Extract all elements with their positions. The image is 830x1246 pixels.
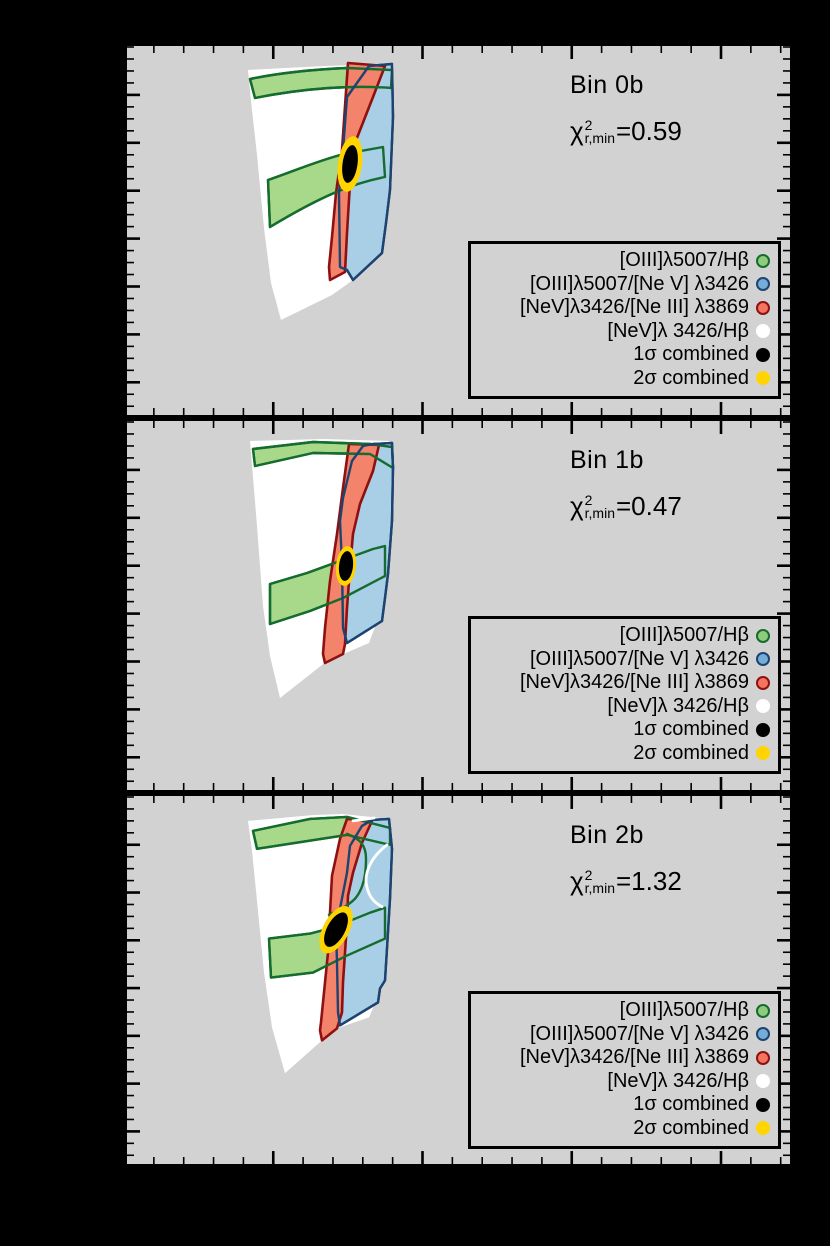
black-circle-marker-icon: [756, 348, 770, 362]
white-circle-marker-icon: [756, 324, 770, 338]
red-circle-marker-icon: [756, 676, 770, 690]
legend-label: [OIII]λ5007/[Ne V] λ3426: [529, 647, 749, 670]
legend-item-oiii-hb: [475, 249, 770, 273]
legend-label: 2σ combined: [633, 1116, 749, 1139]
chi-subscript: r,min: [584, 504, 615, 521]
legend-item-nev-neiii: [475, 1046, 770, 1070]
red-circle-marker-icon: [756, 301, 770, 315]
yellow-circle-marker-icon: [756, 371, 770, 385]
legend-label: [OIII]λ5007/[Ne V] λ3426: [529, 272, 749, 295]
white-circle-marker-icon: [756, 699, 770, 713]
legend-item-oiii-nev: [475, 1023, 770, 1047]
legend-item-2sigma: [475, 367, 770, 391]
legend-item-oiii-hb: [475, 999, 770, 1023]
panel-bin-1b: [124, 418, 793, 793]
legend-box: [468, 616, 781, 774]
legend-label: 1σ combined: [633, 1093, 749, 1115]
legend-label: [NeV]λ3426/[Ne III] λ3869: [519, 671, 749, 693]
green-circle-marker-icon: [756, 1004, 770, 1018]
red-circle-marker-icon: [756, 1051, 770, 1065]
legend-item-nev-neiii: [475, 296, 770, 320]
chi-squared-min-label: [570, 491, 682, 522]
legend-box: [468, 241, 781, 399]
legend-label: [NeV]λ 3426/Hβ: [607, 694, 749, 717]
three-panel-contour-figure: [124, 43, 793, 1167]
blue-circle-marker-icon: [756, 1027, 770, 1041]
chi-value: =1.32: [616, 866, 682, 896]
legend-item-oiii-nev: [475, 273, 770, 297]
legend-label: [NeV]λ3426/[Ne III] λ3869: [519, 1046, 749, 1068]
legend-label: [OIII]λ5007/Hβ: [619, 999, 749, 1021]
legend-label: [NeV]λ 3426/Hβ: [607, 319, 749, 342]
chi-supsub: [584, 491, 615, 521]
chi-superscript: 2: [584, 866, 593, 883]
yellow-circle-marker-icon: [756, 746, 770, 760]
legend-item-nev-hb: [475, 320, 770, 344]
yellow-circle-marker-icon: [756, 1121, 770, 1135]
legend-item-nev-hb: [475, 1070, 770, 1094]
legend-item-oiii-nev: [475, 648, 770, 672]
legend-label: [NeV]λ3426/[Ne III] λ3869: [519, 296, 749, 318]
legend-label: 1σ combined: [633, 343, 749, 365]
legend-label: 1σ combined: [633, 718, 749, 740]
legend-label: 2σ combined: [633, 741, 749, 764]
chi-symbol: χ: [570, 116, 584, 146]
chi-supsub: [584, 866, 615, 896]
green-circle-marker-icon: [756, 254, 770, 268]
legend-box: [468, 991, 781, 1149]
legend-item-1sigma: [475, 343, 770, 367]
chi-squared-min-label: [570, 866, 682, 897]
legend-item-nev-neiii: [475, 671, 770, 695]
green-circle-marker-icon: [756, 629, 770, 643]
black-circle-marker-icon: [756, 1098, 770, 1112]
legend-label: [OIII]λ5007/[Ne V] λ3426: [529, 1022, 749, 1045]
legend-item-2sigma: [475, 742, 770, 766]
legend-item-1sigma: [475, 1093, 770, 1117]
chi-value: =0.59: [616, 116, 682, 146]
legend-label: [OIII]λ5007/Hβ: [619, 249, 749, 271]
blue-circle-marker-icon: [756, 277, 770, 291]
chi-symbol: χ: [570, 866, 584, 896]
chi-supsub: [584, 116, 615, 146]
legend-item-oiii-hb: [475, 624, 770, 648]
bin-label: Bin 0b: [570, 71, 644, 99]
legend-item-2sigma: [475, 1117, 770, 1141]
chi-squared-min-label: [570, 116, 682, 147]
legend-label: [NeV]λ 3426/Hβ: [607, 1069, 749, 1092]
panel-bin-2b: [124, 793, 793, 1167]
panel-bin-0b: [124, 43, 793, 418]
legend-item-nev-hb: [475, 695, 770, 719]
bin-label: Bin 1b: [570, 446, 644, 474]
legend-label: 2σ combined: [633, 366, 749, 389]
chi-symbol: χ: [570, 491, 584, 521]
chi-superscript: 2: [584, 116, 593, 133]
chi-subscript: r,min: [584, 879, 615, 896]
blue-circle-marker-icon: [756, 652, 770, 666]
chi-superscript: 2: [584, 491, 593, 508]
bin-label: Bin 2b: [570, 821, 644, 849]
white-circle-marker-icon: [756, 1074, 770, 1088]
chi-subscript: r,min: [584, 129, 615, 146]
legend-item-1sigma: [475, 718, 770, 742]
black-circle-marker-icon: [756, 723, 770, 737]
chi-value: =0.47: [616, 491, 682, 521]
legend-label: [OIII]λ5007/Hβ: [619, 624, 749, 646]
